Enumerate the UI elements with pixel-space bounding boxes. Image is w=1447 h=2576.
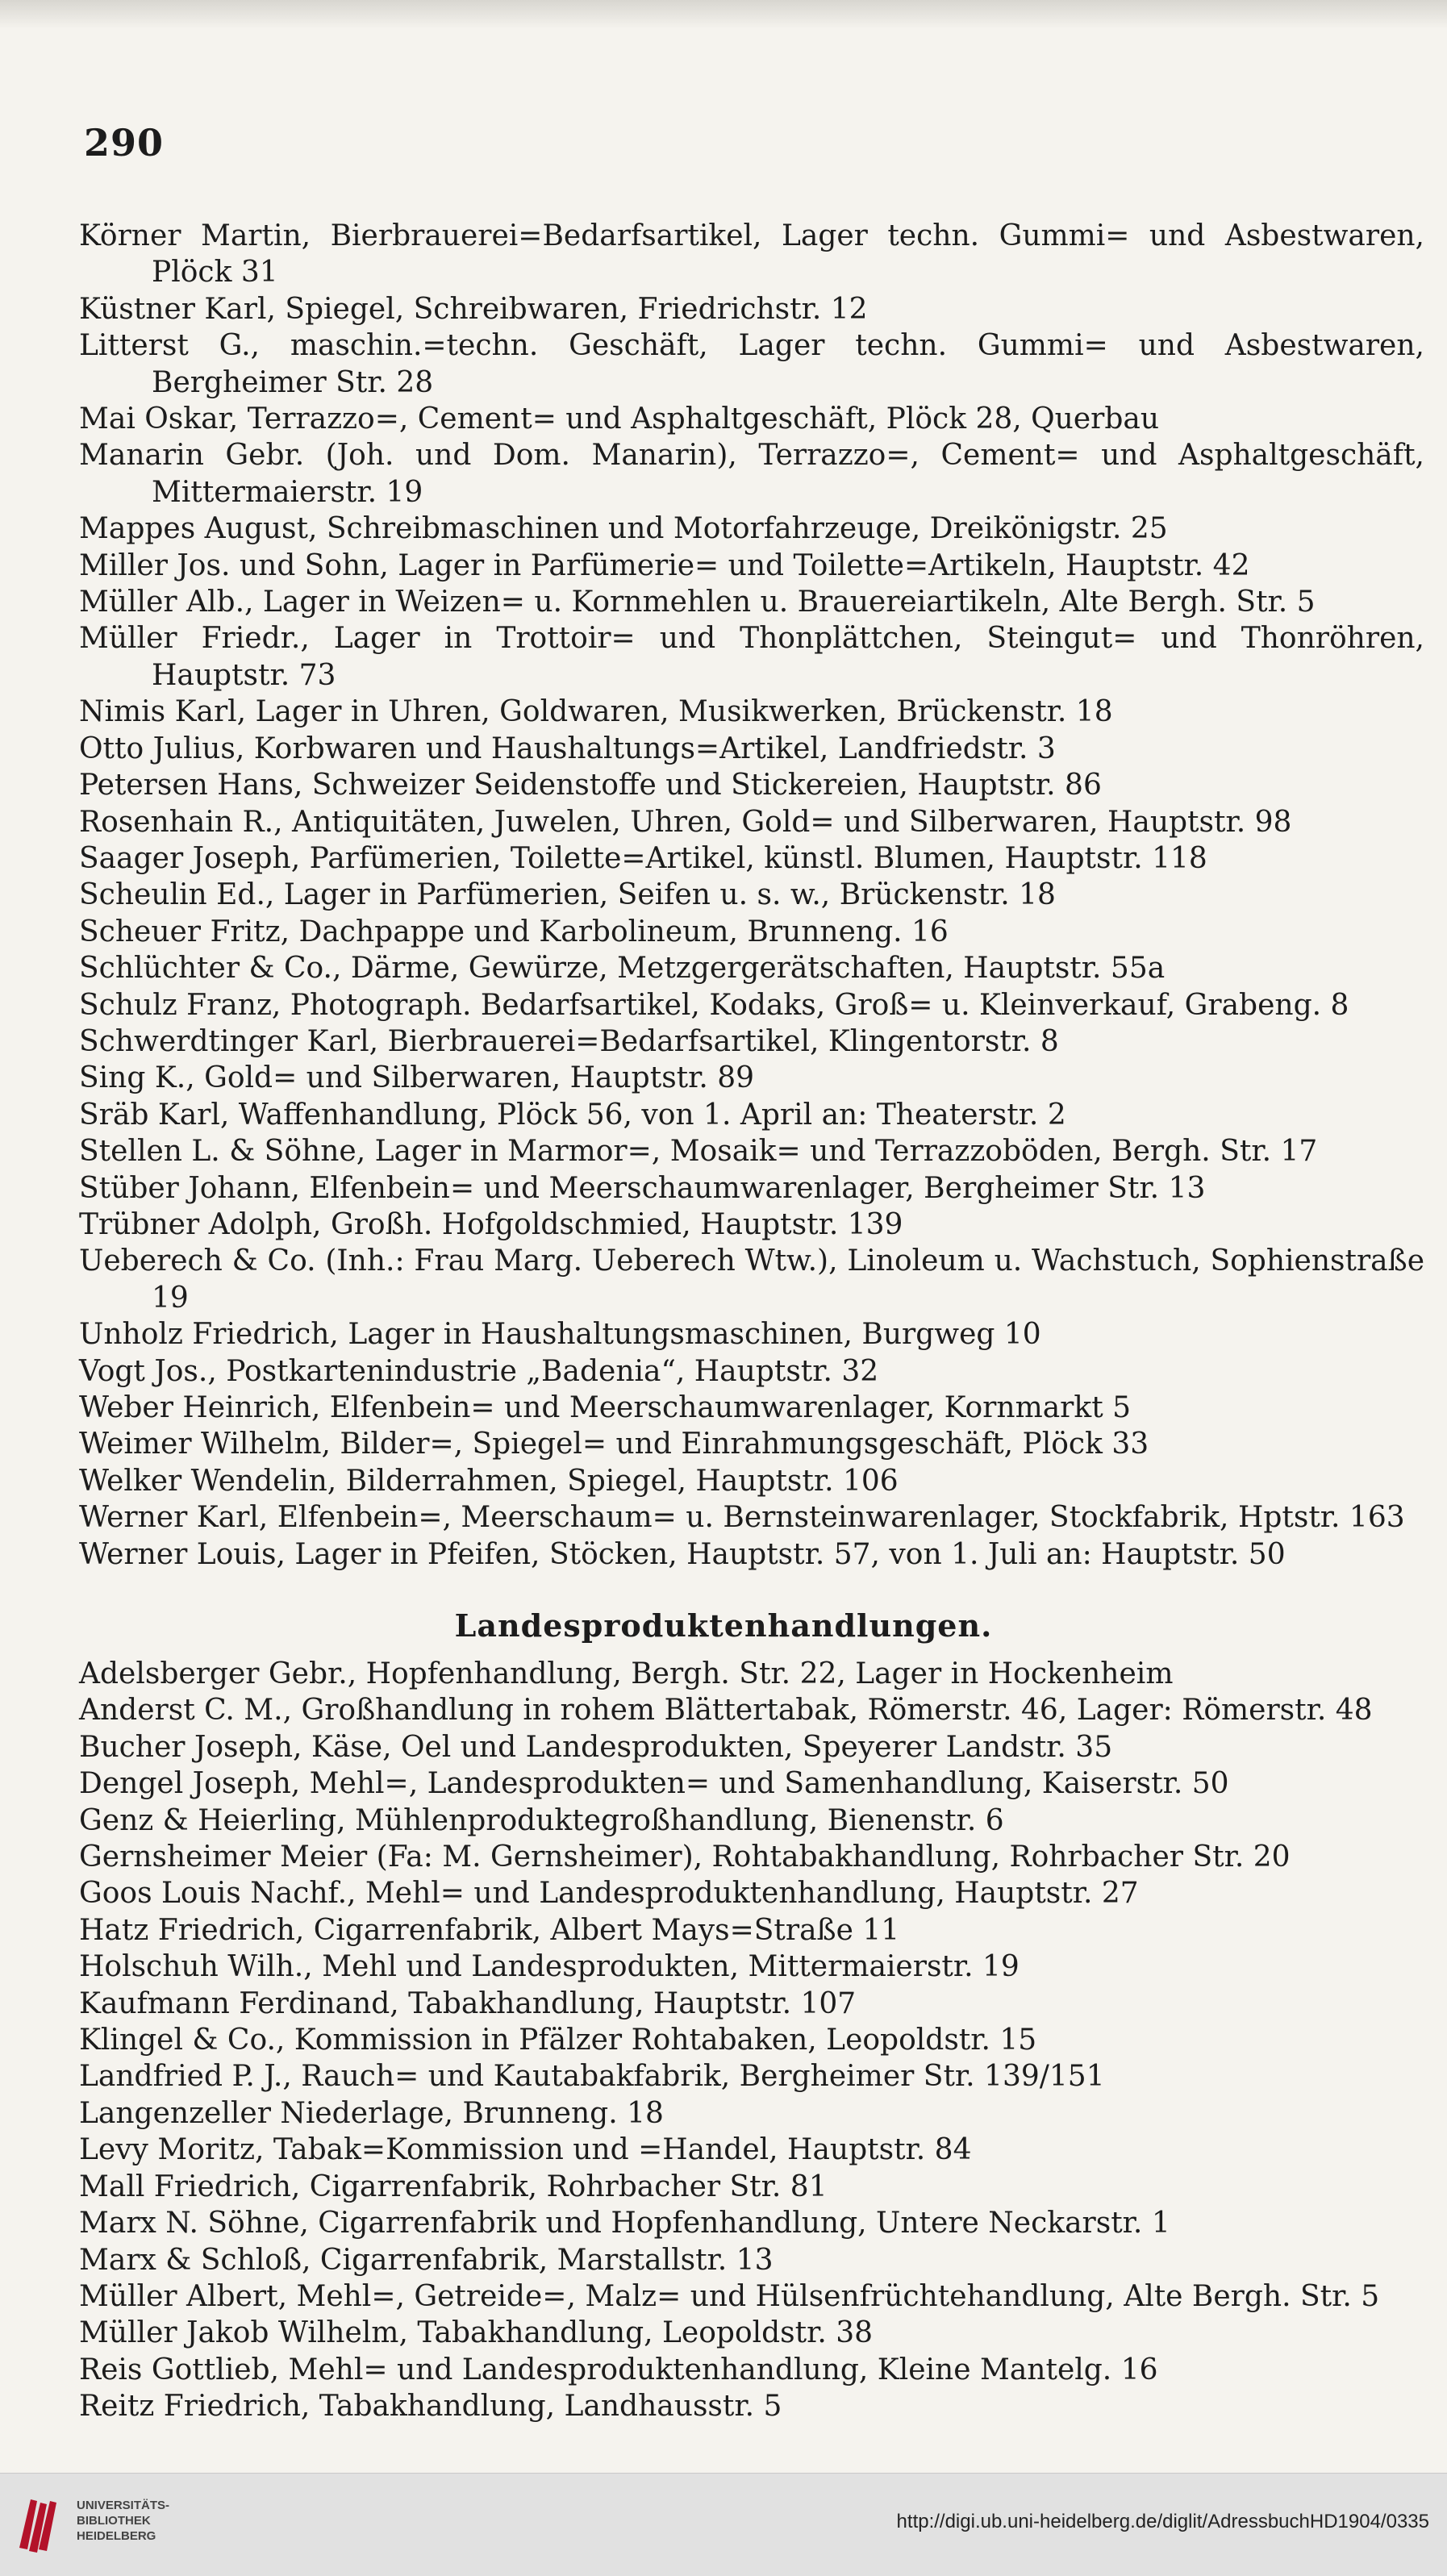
- section-heading: Landesproduktenhandlungen.: [454, 1607, 993, 1644]
- directory-entry: Unholz Friedrich, Lager in Haushaltungsmaschinen, Burgweg 10: [79, 1318, 1041, 1352]
- directory-entry: Sing K., Gold= und Silberwaren, Hauptstr. 89: [79, 1061, 755, 1095]
- directory-entry: Werner Karl, Elfenbein=, Meerschaum= u. Bernsteinwarenlager, Stockfabrik, Hptstr. 163: [79, 1501, 1405, 1535]
- page-number: 290: [84, 121, 165, 165]
- directory-entries: [79, 218, 1424, 1573]
- directory-entry: Litterst G., maschin.=techn. Geschäft, Lager techn. Gummi= und Asbestwaren, Bergheimer Str. 28: [79, 329, 1424, 399]
- library-name: [77, 2498, 169, 2544]
- directory-entry: Ueberech & Co. (Inh.: Frau Marg. Ueberech Wtw.), Linoleum u. Wachstuch, Sophienstraße 19: [79, 1244, 1424, 1315]
- library-name-line: BIBLIOTHEK: [77, 2514, 151, 2528]
- scan-top-edge: [0, 0, 1447, 29]
- footer-bar: [0, 2473, 1447, 2576]
- directory-entries-produce: [79, 1656, 1424, 2425]
- directory-entry: Stüber Johann, Elfenbein= und Meerschaumwarenlager, Bergheimer Str. 13: [79, 1171, 1206, 1205]
- directory-entry: Mai Oskar, Terrazzo=, Cement= und Asphaltgeschäft, Plöck 28, Querbau: [79, 402, 1160, 436]
- directory-entry: Rosenhain R., Antiquitäten, Juwelen, Uhren, Gold= und Silberwaren, Hauptstr. 98: [79, 805, 1292, 839]
- directory-entry: Trübner Adolph, Großh. Hofgoldschmied, Hauptstr. 139: [79, 1207, 903, 1241]
- directory-entry: Kaufmann Ferdinand, Tabakhandlung, Hauptstr. 107: [79, 1986, 857, 2020]
- directory-entry: Levy Moritz, Tabak=Kommission und =Handel, Hauptstr. 84: [79, 2133, 972, 2167]
- directory-entry: Welker Wendelin, Bilderrahmen, Spiegel, Hauptstr. 106: [79, 1464, 899, 1498]
- directory-entry: Bucher Joseph, Käse, Oel und Landesprodukten, Speyerer Landstr. 35: [79, 1730, 1113, 1764]
- directory-entry: Weimer Wilhelm, Bilder=, Spiegel= und Einrahmungsgeschäft, Plöck 33: [79, 1428, 1149, 1461]
- directory-entry: Küstner Karl, Spiegel, Schreibwaren, Friedrichstr. 12: [79, 292, 868, 326]
- directory-entry: Schulz Franz, Photograph. Bedarfsartikel, Kodaks, Groß= u. Kleinverkauf, Grabeng. 8: [79, 988, 1349, 1022]
- directory-entry: Saager Joseph, Parfümerien, Toilette=Artikel, künstl. Blumen, Hauptstr. 118: [79, 841, 1207, 875]
- directory-entry: Klingel & Co., Kommission in Pfälzer Rohtabaken, Leopoldstr. 15: [79, 2024, 1037, 2057]
- library-logo-icon: [15, 2491, 63, 2554]
- directory-entry: Schlüchter & Co., Därme, Gewürze, Metzgergerätschaften, Hauptstr. 55a: [79, 952, 1166, 986]
- directory-entry: Landfried P. J., Rauch= und Kautabakfabrik, Bergheimer Str. 139/151: [79, 2060, 1105, 2094]
- directory-entry: Miller Jos. und Sohn, Lager in Parfümerie= und Toilette=Artikeln, Hauptstr. 42: [79, 548, 1250, 582]
- directory-entry: Mappes August, Schreibmaschinen und Motorfahrzeuge, Dreikönigstr. 25: [79, 512, 1168, 546]
- directory-entry: Anderst C. M., Großhandlung in rohem Blättertabak, Römerstr. 46, Lager: Römerstr. 48: [79, 1694, 1373, 1728]
- directory-entry: Vogt Jos., Postkartenindustrie „Badenia“, Hauptstr. 32: [79, 1354, 879, 1388]
- source-url-link[interactable]: http://digi.ub.uni-heidelberg.de/diglit/AdressbuchHD1904/0335: [896, 2511, 1429, 2532]
- directory-entry: Goos Louis Nachf., Mehl= und Landesproduktenhandlung, Hauptstr. 27: [79, 1877, 1139, 1911]
- directory-entry: Otto Julius, Korbwaren und Haushaltungs=Artikel, Landfriedstr. 3: [79, 732, 1056, 765]
- directory-entry: Nimis Karl, Lager in Uhren, Goldwaren, Musikwerken, Brückenstr. 18: [79, 695, 1113, 729]
- directory-entry: Marx N. Söhne, Cigarrenfabrik und Hopfenhandlung, Untere Neckarstr. 1: [79, 2207, 1170, 2240]
- directory-entry: Petersen Hans, Schweizer Seidenstoffe und Stickereien, Hauptstr. 86: [79, 769, 1102, 802]
- directory-entry: Scheuer Fritz, Dachpappe und Karbolineum, Brunneng. 16: [79, 915, 949, 948]
- directory-entry: Mall Friedrich, Cigarrenfabrik, Rohrbacher Str. 81: [79, 2170, 828, 2203]
- library-name-line: UNIVERSITÄTS-: [77, 2499, 170, 2512]
- directory-entry: Manarin Gebr. (Joh. und Dom. Manarin), Terrazzo=, Cement= und Asphaltgeschäft, Mittermaierstr. 19: [79, 439, 1424, 509]
- directory-entry: Adelsberger Gebr., Hopfenhandlung, Bergh. Str. 22, Lager in Hockenheim: [79, 1657, 1174, 1690]
- directory-entry: Weber Heinrich, Elfenbein= und Meerschaumwarenlager, Kornmarkt 5: [79, 1391, 1132, 1424]
- directory-entry: Stellen L. & Söhne, Lager in Marmor=, Mosaik= und Terrazzoböden, Bergh. Str. 17: [79, 1135, 1318, 1169]
- directory-entry: Müller Albert, Mehl=, Getreide=, Malz= und Hülsenfrüchtehandlung, Alte Bergh. Str. 5: [79, 2279, 1380, 2313]
- directory-entry: Müller Friedr., Lager in Trottoir= und Thonplättchen, Steingut= und Thonröhren, Hauptstr. 73: [79, 622, 1424, 692]
- directory-entry: Genz & Heierling, Mühlenproduktegroßhandlung, Bienenstr. 6: [79, 1803, 1004, 1837]
- directory-entry: Werner Louis, Lager in Pfeifen, Stöcken, Hauptstr. 57, von 1. Juli an: Hauptstr. 50: [79, 1537, 1286, 1571]
- directory-entry: Holschuh Wilh., Mehl und Landesprodukten, Mittermaierstr. 19: [79, 1950, 1020, 1984]
- directory-entry: Sräb Karl, Waffenhandlung, Plöck 56, von 1. April an: Theaterstr. 2: [79, 1098, 1066, 1132]
- directory-entry: Reis Gottlieb, Mehl= und Landesproduktenhandlung, Kleine Mantelg. 16: [79, 2353, 1158, 2386]
- directory-entry: Körner Martin, Bierbrauerei=Bedarfsartikel, Lager techn. Gummi= und Asbestwaren, Plöck 31: [79, 219, 1424, 290]
- directory-entry: Langenzeller Niederlage, Brunneng. 18: [79, 2096, 664, 2130]
- directory-entry: Dengel Joseph, Mehl=, Landesprodukten= und Samenhandlung, Kaiserstr. 50: [79, 1767, 1229, 1801]
- directory-entry: Scheulin Ed., Lager in Parfümerien, Seifen u. s. w., Brückenstr. 18: [79, 878, 1056, 912]
- directory-entry: Müller Alb., Lager in Weizen= u. Kornmehlen u. Brauereiartikeln, Alte Bergh. Str. 5: [79, 586, 1316, 619]
- directory-entry: Gernsheimer Meier (Fa: M. Gernsheimer), Rohtabakhandlung, Rohrbacher Str. 20: [79, 1840, 1291, 1874]
- directory-entry: Hatz Friedrich, Cigarrenfabrik, Albert Mays=Straße 11: [79, 1913, 900, 1947]
- directory-entry: Schwerdtinger Karl, Bierbrauerei=Bedarfsartikel, Klingentorstr. 8: [79, 1024, 1059, 1058]
- directory-entry: Müller Jakob Wilhelm, Tabakhandlung, Leopoldstr. 38: [79, 2316, 874, 2350]
- directory-entry: Marx & Schloß, Cigarrenfabrik, Marstallstr. 13: [79, 2243, 774, 2277]
- library-name-line: HEIDELBERG: [77, 2529, 156, 2543]
- directory-entry: Reitz Friedrich, Tabakhandlung, Landhausstr. 5: [79, 2390, 782, 2424]
